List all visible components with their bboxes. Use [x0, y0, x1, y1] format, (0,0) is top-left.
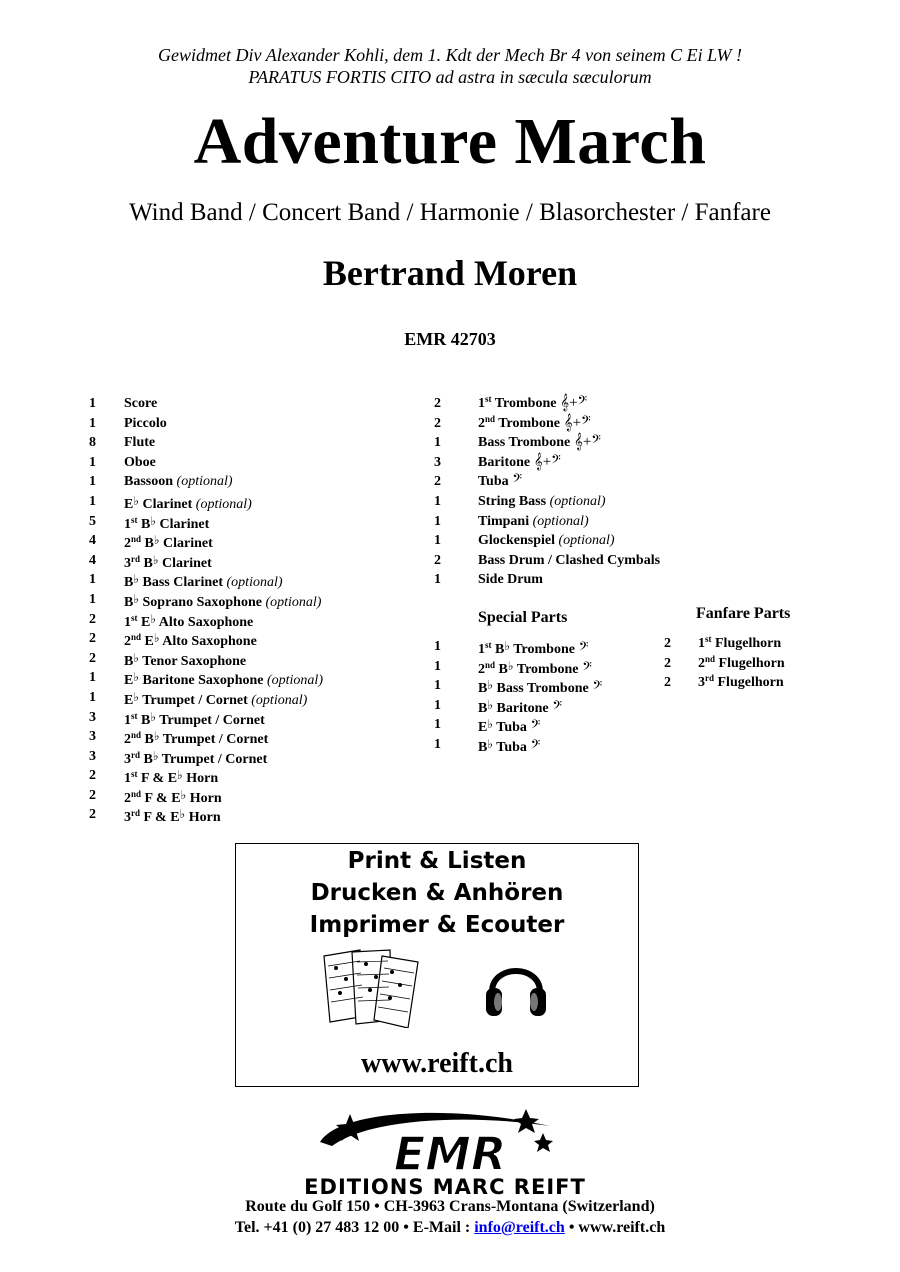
instrument-row: [89, 747, 419, 767]
instrument-row: [89, 629, 419, 649]
fanfare-parts-heading: Fanfare Parts: [696, 605, 791, 622]
instrument-quantity: 3: [89, 748, 96, 764]
instrument-quantity: 2: [89, 611, 96, 627]
promo-line-german: Drucken & Anhören: [310, 880, 564, 906]
clef-icon: 𝄢: [526, 738, 541, 755]
clef-icon: 𝄢: [588, 680, 603, 697]
instrument-quantity: 1: [89, 415, 96, 431]
instrument-name: 1st B♭ Trumpet / Cornet: [124, 709, 265, 728]
special-parts-list: [434, 637, 654, 755]
instrument-name: B♭ Tuba 𝄢: [478, 736, 541, 755]
instrument-quantity: 1: [434, 736, 441, 752]
instrument-row: [434, 551, 694, 571]
instrument-row: [89, 492, 419, 512]
instrument-quantity: 2: [89, 650, 96, 666]
instrument-row: [434, 512, 694, 532]
clef-icon: 𝄢: [526, 719, 541, 736]
instrument-row: [664, 654, 844, 674]
instrument-row: [434, 414, 694, 434]
publisher-address: Route du Golf 150 • CH-3963 Crans-Montana (Switzerland): [245, 1198, 655, 1215]
instrument-row: [434, 637, 654, 657]
instrument-name: Side Drum: [478, 572, 543, 588]
instrument-name: E♭ Clarinet (optional): [124, 493, 252, 512]
optional-note: (optional): [247, 692, 308, 708]
instrument-name: 1st F & E♭ Horn: [124, 768, 219, 787]
instrument-quantity: 1: [89, 454, 96, 470]
instrument-row: [434, 696, 654, 716]
publisher-phone: Tel. +41 (0) 27 483 12 00 • E-Mail :: [234, 1219, 475, 1236]
instrument-name: String Bass (optional): [478, 493, 606, 509]
instrument-row: [89, 433, 419, 453]
instrument-quantity: 1: [434, 533, 441, 549]
instrument-quantity: 2: [89, 768, 96, 784]
instrument-name: 2nd B♭ Trombone 𝄢: [478, 658, 592, 677]
instrument-name: Bass Drum / Clashed Cymbals: [478, 552, 661, 568]
dedication-line-1: Gewidmet Div Alexander Kohli, dem 1. Kdt der Mech Br 4 von seinem C Ei LW !: [158, 45, 742, 65]
instrument-row: [89, 688, 419, 708]
instrument-name: Tuba 𝄢: [478, 473, 523, 490]
instrument-quantity: 1: [434, 572, 441, 588]
instrument-quantity: 1: [434, 678, 441, 694]
instrument-name: Baritone 𝄞+𝄢: [478, 453, 561, 470]
publisher-web[interactable]: • www.reift.ch: [564, 1219, 666, 1236]
instrument-list-left: [89, 394, 419, 825]
instrument-quantity: 2: [89, 807, 96, 823]
instrument-name: 1st Flugelhorn: [698, 634, 782, 651]
instrument-row: [89, 649, 419, 669]
instrument-name: Flute: [124, 435, 156, 451]
instrument-quantity: 1: [434, 513, 441, 529]
instrument-row: [89, 394, 419, 414]
instrument-name: 3rd Flugelhorn: [698, 673, 784, 691]
instrument-quantity: 3: [89, 729, 96, 745]
instrument-row: [434, 657, 654, 677]
headphones-icon: [484, 952, 548, 1022]
optional-note: (optional): [555, 533, 615, 549]
promo-url[interactable]: www.reift.ch: [361, 1048, 513, 1079]
clef-icon: 𝄞+𝄢: [559, 414, 591, 431]
instrument-name: 2nd Flugelhorn: [698, 653, 785, 671]
instrument-name: 3rd B♭ Trumpet / Cornet: [124, 748, 268, 767]
instrument-name: B♭ Tenor Saxophone: [124, 650, 247, 669]
instrument-quantity: 1: [434, 717, 441, 733]
instrument-row: [89, 570, 419, 590]
instrument-row: [434, 570, 694, 590]
instrument-quantity: 2: [89, 631, 96, 647]
clef-icon: 𝄢: [574, 641, 589, 657]
instrument-quantity: 1: [89, 474, 96, 490]
instrument-quantity: 2: [434, 396, 441, 411]
instrument-quantity: 1: [89, 670, 96, 686]
instrument-row: [89, 766, 419, 786]
instrument-row: [89, 668, 419, 688]
print-listen-box: [235, 843, 639, 1087]
instrument-row: [434, 453, 694, 473]
instrument-row: [89, 551, 419, 571]
instrument-quantity: 1: [89, 591, 96, 607]
instrument-row: [89, 805, 419, 825]
instrument-row: [664, 673, 844, 693]
promo-line-english: Print & Listen: [347, 848, 527, 874]
optional-note: (optional): [192, 496, 252, 512]
instrument-name: 1st B♭ Trombone 𝄢: [478, 639, 589, 657]
optional-note: (optional): [263, 673, 323, 689]
instrument-row: [434, 433, 694, 453]
instrument-name: 2nd F & E♭ Horn: [124, 787, 222, 806]
instrument-quantity: 3: [434, 454, 441, 470]
publisher-contact: [0, 1219, 900, 1237]
instrument-quantity: 1: [89, 572, 96, 588]
instrument-name: B♭ Baritone 𝄢: [478, 697, 563, 716]
instrument-quantity: 1: [434, 697, 441, 713]
instrument-name: 3rd B♭ Clarinet: [124, 552, 212, 571]
emr-logo-text: EMR: [393, 1127, 507, 1181]
instrument-row: [434, 472, 694, 492]
instrument-row: [664, 634, 844, 654]
promo-line-french: Imprimer & Ecouter: [309, 912, 565, 938]
optional-note: (optional): [223, 575, 283, 591]
instrument-row: [434, 394, 694, 414]
instrument-quantity: 2: [89, 787, 96, 803]
instrument-quantity: 1: [89, 493, 96, 509]
instrument-quantity: 4: [89, 533, 96, 549]
page-title: Adventure March: [193, 105, 707, 178]
instrument-quantity: 2: [434, 415, 441, 431]
instrument-name: Score: [124, 396, 158, 411]
instrument-quantity: 1: [89, 396, 96, 411]
instrument-name: Oboe: [124, 454, 156, 470]
instrument-quantity: 5: [89, 513, 96, 529]
clef-icon: 𝄞+𝄢: [530, 453, 561, 470]
instrument-quantity: 1: [434, 435, 441, 451]
instrument-row: [434, 735, 654, 755]
clef-icon: 𝄢: [548, 699, 563, 716]
instrument-quantity: 1: [434, 639, 441, 654]
instrument-name: Piccolo: [124, 415, 167, 431]
instrument-name: Timpani (optional): [478, 513, 589, 529]
instrument-row: [434, 492, 694, 512]
clef-icon: 𝄞+𝄢: [570, 434, 601, 451]
optional-note: (optional): [529, 513, 589, 529]
publisher-email-link[interactable]: info@reift.ch: [474, 1219, 565, 1236]
dedication: [0, 44, 900, 88]
subtitle: Wind Band / Concert Band / Harmonie / Blasorchester / Fanfare: [129, 199, 771, 226]
instrument-quantity: 2: [664, 675, 671, 691]
instrument-quantity: 8: [89, 435, 96, 451]
instrument-name: E♭ Trumpet / Cornet (optional): [124, 689, 308, 708]
instrument-name: Bass Trombone 𝄞+𝄢: [478, 434, 601, 451]
instrument-name: 1st B♭ Clarinet: [124, 513, 210, 532]
instrument-quantity: 1: [434, 658, 441, 674]
optional-note: (optional): [261, 594, 322, 610]
instrument-name: Glockenspiel (optional): [478, 533, 615, 549]
instrument-row: [89, 708, 419, 728]
composer: Bertrand Moren: [322, 253, 578, 293]
instrument-quantity: 4: [89, 552, 96, 568]
instrument-quantity: 2: [664, 636, 671, 651]
instrument-quantity: 2: [664, 655, 671, 671]
instrument-quantity: 2: [434, 474, 441, 490]
instrument-list-middle: [434, 394, 694, 590]
catalog-number: EMR 42703: [404, 329, 496, 349]
instrument-name: B♭ Soprano Saxophone (optional): [124, 591, 322, 610]
instrument-name: E♭ Tuba 𝄢: [478, 717, 541, 736]
instrument-name: Bassoon (optional): [124, 474, 233, 490]
instrument-row: [434, 531, 694, 551]
instrument-name: 3rd F & E♭ Horn: [124, 807, 221, 826]
emr-logo: [300, 1104, 590, 1196]
instrument-quantity: 2: [434, 552, 441, 568]
instrument-name: 2nd B♭ Clarinet: [124, 533, 213, 552]
instrument-row: [89, 786, 419, 806]
instrument-name: E♭ Baritone Saxophone (optional): [124, 670, 323, 689]
instrument-row: [89, 590, 419, 610]
instrument-row: [434, 715, 654, 735]
clef-icon: 𝄢: [578, 660, 592, 677]
instrument-quantity: 3: [89, 709, 96, 725]
instrument-row: [89, 610, 419, 630]
dedication-line-2: PARATUS FORTIS CITO ad astra in sæcula sæculorum: [248, 67, 652, 87]
publisher-name: EDITIONS MARC REIFT: [304, 1175, 586, 1196]
clef-icon: 𝄢: [508, 473, 523, 490]
optional-note: (optional): [173, 474, 233, 490]
instrument-name: 1st Trombone 𝄞+𝄢: [478, 394, 588, 411]
instrument-row: [89, 453, 419, 473]
instrument-quantity: 1: [89, 689, 96, 705]
instrument-name: B♭ Bass Trombone 𝄢: [478, 678, 603, 697]
instrument-row: [89, 531, 419, 551]
instrument-row: [434, 676, 654, 696]
instrument-quantity: 1: [434, 493, 441, 509]
sheet-music-icon: [320, 948, 430, 1028]
special-parts-heading: Special Parts: [478, 609, 568, 626]
instrument-row: [89, 727, 419, 747]
fanfare-parts-list: [664, 634, 844, 693]
instrument-name: 2nd E♭ Alto Saxophone: [124, 631, 257, 650]
optional-note: (optional): [546, 493, 606, 509]
instrument-row: [89, 414, 419, 434]
instrument-name: B♭ Bass Clarinet (optional): [124, 572, 283, 591]
instrument-name: 1st E♭ Alto Saxophone: [124, 611, 254, 630]
instrument-row: [89, 512, 419, 532]
instrument-name: 2nd Trombone 𝄞+𝄢: [478, 413, 591, 431]
instrument-row: [89, 472, 419, 492]
instrument-name: 2nd B♭ Trumpet / Cornet: [124, 729, 269, 748]
clef-icon: 𝄞+𝄢: [556, 395, 588, 411]
